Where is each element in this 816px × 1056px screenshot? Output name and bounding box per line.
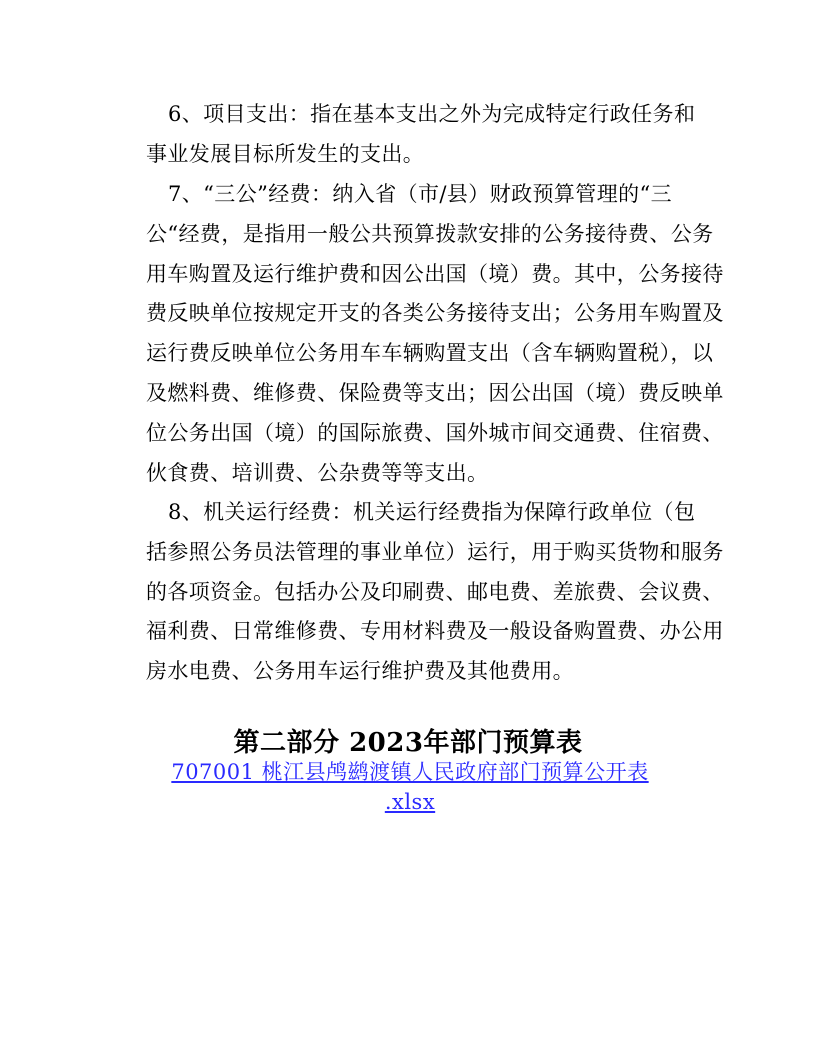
- paragraph-line: [146, 95, 696, 135]
- paragraph-line: [146, 493, 696, 533]
- paragraph-text: 8、机关运行经费：机关运行经费指为保障行政单位（包: [168, 500, 696, 524]
- paragraph-line: 括参照公务员法管理的事业单位）运行，用于购买货物和服务: [146, 539, 724, 564]
- paragraph-agency-operating-expenses: [146, 493, 724, 692]
- attachment-link[interactable]: [171, 760, 648, 814]
- paragraph-line: 公“经费，是指用一般公共预算拨款安排的公务接待费、公务: [146, 221, 714, 246]
- paragraph-three-public-expenses: [146, 175, 724, 493]
- paragraph-line: 房水电费、公务用车运行维护费及其他费用。: [146, 659, 574, 684]
- paragraph-line: 福利费、日常维修费、专用材料费及一般设备购置费、办公用: [146, 619, 724, 644]
- paragraph-line: 用车购置及运行维护费和因公出国（境）费。其中，公务接待: [146, 261, 724, 286]
- paragraph-line: 运行费反映单位公务用车车辆购置支出（含车辆购置税），以: [146, 341, 714, 366]
- paragraph-line: 伙食费、培训费、公杂费等等支出。: [146, 460, 489, 485]
- paragraph-line: 的各项资金。包括办公及印刷费、邮电费、差旅费、会议费、: [146, 579, 724, 604]
- attachment-link-line2[interactable]: .xlsx: [384, 790, 436, 814]
- paragraph-line: 位公务出国（境）的国际旅费、国外城市间交通费、住宿费、: [146, 420, 724, 445]
- attachment-link-line1[interactable]: 707001 桃江县鸬鹚渡镇人民政府部门预算公开表: [171, 760, 649, 784]
- paragraph-line: 费反映单位按规定开支的各类公务接待支出；公务用车购置及: [146, 301, 724, 326]
- paragraph-text: 6、项目支出：指在基本支出之外为完成特定行政任务和: [168, 102, 696, 126]
- paragraph-project-expenditure: [146, 95, 696, 175]
- paragraph-text: 7、“三公”经费：纳入省（市/县）财政预算管理的“三: [168, 182, 673, 206]
- paragraph-line: 事业发展目标所发生的支出。: [146, 141, 425, 166]
- paragraph-line: [146, 175, 691, 215]
- paragraph-line: 及燃料费、维修费、保险费等支出；因公出国（境）费反映单: [146, 380, 724, 405]
- section-title: 第二部分 2023年部门预算表: [233, 728, 583, 758]
- attachment-link-block: [140, 757, 680, 817]
